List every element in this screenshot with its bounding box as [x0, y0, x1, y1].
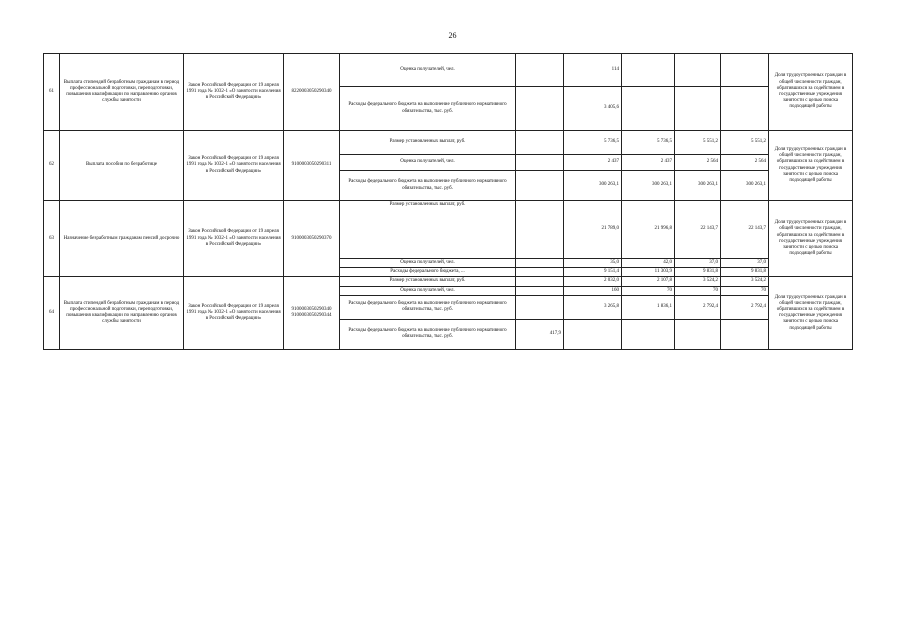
- legal-basis: Закон Российской Федерации от 19 апреля 1991 года № 1032-1 «О занятости населения в Российской Федерации»: [184, 277, 284, 349]
- indicator-value: 2 437: [564, 155, 622, 171]
- indicator-value: 37,0: [675, 259, 721, 268]
- indicator-value: 2 437: [622, 155, 675, 171]
- indicator-value: 70: [721, 286, 769, 295]
- indicator-value: 417,9: [516, 319, 564, 349]
- indicator-label: Размер установленных выплат, руб.: [340, 201, 516, 259]
- page-number: 26: [448, 31, 457, 40]
- indicator-value: 5 551,2: [721, 131, 769, 155]
- purpose-indicator: Доля трудоустроенных граждан в общей численности граждан, обратившихся за содействием в государственные учреждения занятости с целью поиска подходящей работы: [769, 277, 853, 349]
- indicator-label: Оценка получателей, чел.: [340, 286, 516, 295]
- row-number: 63: [44, 201, 60, 277]
- indicator-value: 3 524,2: [675, 277, 721, 286]
- indicator-value: 300 263,1: [721, 171, 769, 201]
- indicator-value: 300 263,1: [675, 171, 721, 201]
- indicator-label: Оценка получателей, чел.: [340, 155, 516, 171]
- indicator-value: [721, 319, 769, 349]
- indicator-value: [516, 201, 564, 259]
- indicator-value: 21 996,8: [622, 201, 675, 259]
- indicator-value: [622, 54, 675, 87]
- indicator-value: 300 263,1: [622, 171, 675, 201]
- indicator-value: 2 107,8: [622, 277, 675, 286]
- indicator-value: 2 564: [721, 155, 769, 171]
- indicator-value: 5 736,5: [622, 131, 675, 155]
- indicator-value: [516, 286, 564, 295]
- indicator-label: Расходы федерального бюджета, ...: [340, 268, 516, 277]
- indicator-value: [516, 295, 564, 319]
- indicator-label: Размер установленных выплат, руб.: [340, 277, 516, 286]
- table-row: [44, 201, 853, 259]
- indicator-value: [675, 319, 721, 349]
- indicator-value: 42,0: [622, 259, 675, 268]
- row-number: 61: [44, 54, 60, 131]
- indicator-label: Расходы федерального бюджета на выполнение публичного нормативного обязательства, тыс. руб.: [340, 87, 516, 131]
- indicator-value: [516, 54, 564, 87]
- legal-basis: Закон Российской Федерации от 19 апреля 1991 года № 1032-1 «О занятости населения в Российской Федерации»: [184, 54, 284, 131]
- indicator-value: 114: [564, 54, 622, 87]
- indicator-value: 160: [564, 286, 622, 295]
- indicator-value: [564, 319, 622, 349]
- indicator-label: Расходы федерального бюджета на выполнение публичного нормативного обязательства, тыс. руб.: [340, 295, 516, 319]
- indicator-value: 11 303,9: [622, 268, 675, 277]
- indicator-label: Оценка получателей, чел.: [340, 259, 516, 268]
- row-number: 62: [44, 131, 60, 201]
- indicator-value: 300 263,1: [564, 171, 622, 201]
- indicator-value: 2 564: [675, 155, 721, 171]
- indicator-value: 5 736,5: [564, 131, 622, 155]
- legal-basis: Закон Российской Федерации от 19 апреля 1991 года № 1032-1 «О занятости населения в Российской Федерации»: [184, 201, 284, 277]
- indicator-label: Расходы федерального бюджета на выполнение публичного нормативного обязательства, тыс. руб.: [340, 171, 516, 201]
- indicator-label: Расходы федерального бюджета на выполнение публичного нормативного обязательства, тыс. руб.: [340, 319, 516, 349]
- indicator-value: 35,0: [564, 259, 622, 268]
- indicator-value: 3 524,2: [721, 277, 769, 286]
- indicator-value: 22 143,7: [721, 201, 769, 259]
- indicator-value: 9 831,8: [675, 268, 721, 277]
- row-number: 64: [44, 277, 60, 349]
- indicator-value: 2 032,0: [564, 277, 622, 286]
- indicator-value: [622, 319, 675, 349]
- budget-code: 9100003050290370: [284, 201, 340, 277]
- indicator-value: 70: [675, 286, 721, 295]
- obligations-table: [43, 53, 853, 350]
- indicator-value: 2 792,4: [675, 295, 721, 319]
- obligation-name: Назначение безработным гражданам пенсий досрочно: [60, 201, 184, 277]
- indicator-value: [516, 259, 564, 268]
- indicator-value: [516, 171, 564, 201]
- indicator-value: 1 836,1: [622, 295, 675, 319]
- indicator-value: 9 831,8: [721, 268, 769, 277]
- indicator-value: 70: [622, 286, 675, 295]
- indicator-value: 3 405,6: [564, 87, 622, 131]
- obligation-name: Выплата стипендий безработным гражданам в период профессиональной подготовки, переподготовки, повышения квалификации по направлению органов службы занятости: [60, 277, 184, 349]
- indicator-value: [675, 54, 721, 87]
- indicator-label: Размер установленных выплат, руб.: [340, 131, 516, 155]
- indicator-value: [516, 277, 564, 286]
- indicator-value: 21 789,0: [564, 201, 622, 259]
- table-row: [44, 131, 853, 155]
- indicator-value: [622, 87, 675, 131]
- indicator-value: 3 265,8: [564, 295, 622, 319]
- indicator-value: [516, 268, 564, 277]
- budget-code: 9100003050290311: [284, 131, 340, 201]
- purpose-indicator: Доля трудоустроенных граждан в общей численности граждан, обратившихся за содействием в государственные учреждения занятости с целью поиска подходящей работы: [769, 54, 853, 131]
- indicator-value: 37,0: [721, 259, 769, 268]
- indicator-value: [721, 87, 769, 131]
- obligation-name: Выплата пособия по безработице: [60, 131, 184, 201]
- table-row: [44, 277, 853, 286]
- indicator-value: 22 143,7: [675, 201, 721, 259]
- table-row: [44, 54, 853, 87]
- legal-basis: Закон Российской Федерации от 19 апреля 1991 года № 1032-1 «О занятости населения в Российской Федерации»: [184, 131, 284, 201]
- indicator-value: [516, 131, 564, 155]
- indicator-value: 5 551,2: [675, 131, 721, 155]
- indicator-value: 2 792,4: [721, 295, 769, 319]
- indicator-value: [675, 87, 721, 131]
- budget-code: 8220003050290340: [284, 54, 340, 131]
- obligation-name: Выплата стипендий безработным гражданам в период профессиональной подготовки, переподготовки, повышения квалификации по направлению органов службы занятости: [60, 54, 184, 131]
- budget-code: 9100003050290340 9100003050290344: [284, 277, 340, 349]
- indicator-value: 9 151,4: [564, 268, 622, 277]
- indicator-value: [516, 155, 564, 171]
- purpose-indicator: Доля трудоустроенных граждан в общей численности граждан, обратившихся за содействием в государственные учреждения занятости с целью поиска подходящей работы: [769, 131, 853, 201]
- purpose-indicator: Доля трудоустроенных граждан в общей численности граждан, обратившихся за содействием в государственные учреждения занятости с целью поиска подходящей работы: [769, 201, 853, 277]
- indicator-value: [721, 54, 769, 87]
- indicator-label: Оценка получателей, чел.: [340, 54, 516, 87]
- indicator-value: [516, 87, 564, 131]
